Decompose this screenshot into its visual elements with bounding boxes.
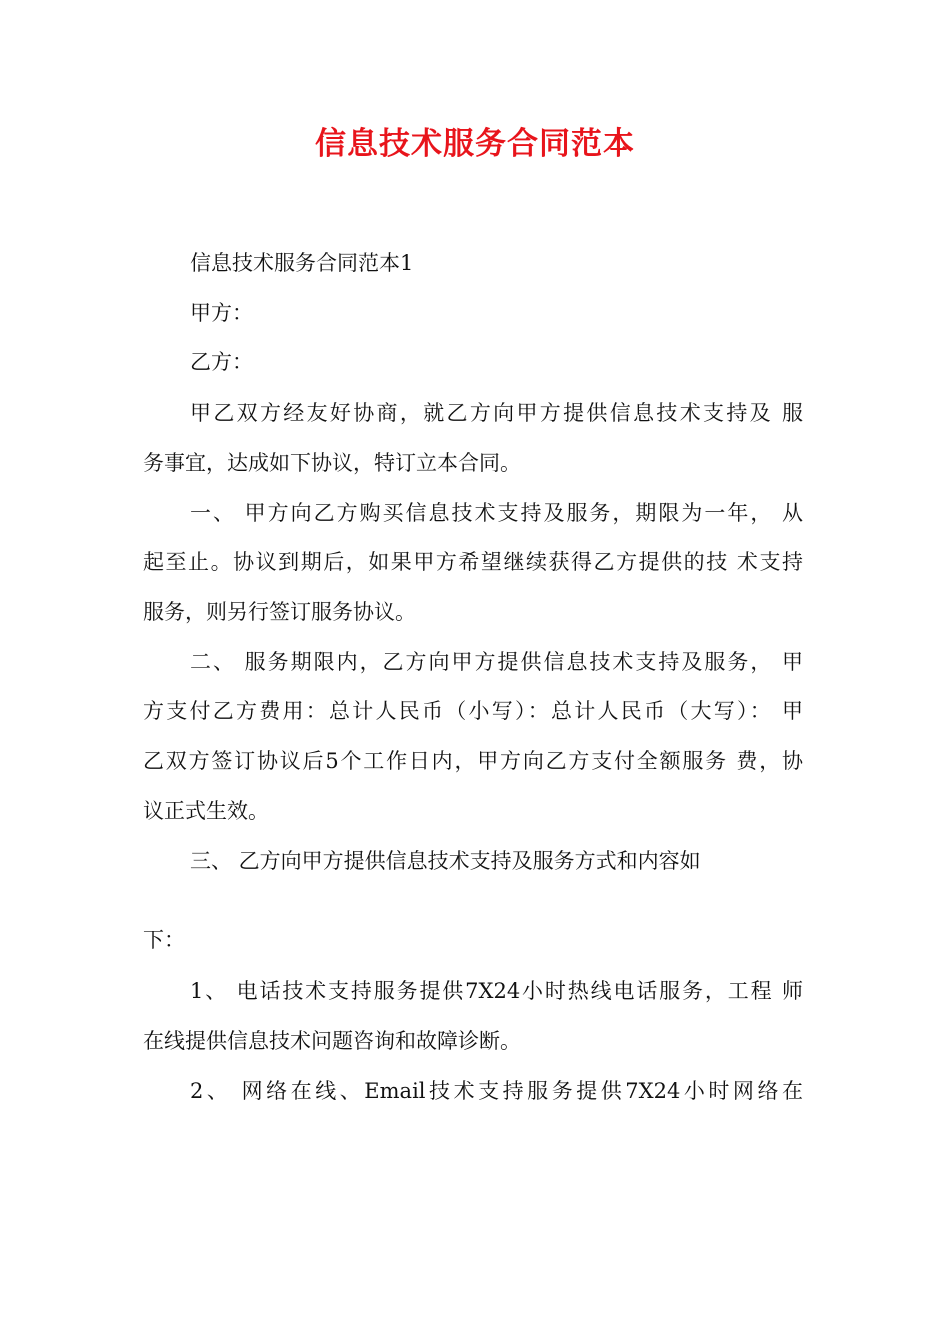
- contract-heading: 信息技术服务合同范本1: [190, 251, 414, 275]
- intro-line-2: 务事宜，达成如下协议，特订立本合同。: [143, 451, 521, 475]
- intro-line-1: 甲乙双方经友好协商，就乙方向甲方提供信息技术支持及 服: [190, 401, 803, 425]
- clause-3-line-2: 下：: [143, 928, 185, 952]
- party-a-label: 甲方：: [190, 301, 253, 325]
- clause-2-line-4: 议正式生效。: [143, 799, 269, 823]
- clause-2-line-2: 方支付乙方费用：总计人民币（小写）：总计人民币（大写）： 甲: [143, 699, 803, 723]
- clause-1-line-1: 一、 甲方向乙方购买信息技术支持及服务，期限为一年， 从: [190, 501, 803, 525]
- item-2-line-1: 2、 网络在线、Email技术支持服务提供7X24小时网络在: [190, 1079, 803, 1103]
- clause-1-line-2: 起至止。协议到期后，如果甲方希望继续获得乙方提供的技 术支持: [143, 550, 803, 574]
- clause-2-line-3: 乙双方签订协议后5个工作日内，甲方向乙方支付全额服务 费，协: [143, 749, 803, 773]
- clause-1-line-3: 服务，则另行签订服务协议。: [143, 600, 416, 624]
- party-b-label: 乙方：: [190, 350, 253, 374]
- item-1-line-2: 在线提供信息技术问题咨询和故障诊断。: [143, 1029, 521, 1053]
- clause-3-line-1: 三、 乙方向甲方提供信息技术支持及服务方式和内容如: [190, 849, 701, 873]
- document-title: 信息技术服务合同范本: [315, 126, 635, 162]
- item-1-line-1: 1、 电话技术支持服务提供7X24小时热线电话服务，工程 师: [190, 979, 803, 1003]
- clause-2-line-1: 二、 服务期限内，乙方向甲方提供信息技术支持及服务， 甲: [190, 650, 803, 674]
